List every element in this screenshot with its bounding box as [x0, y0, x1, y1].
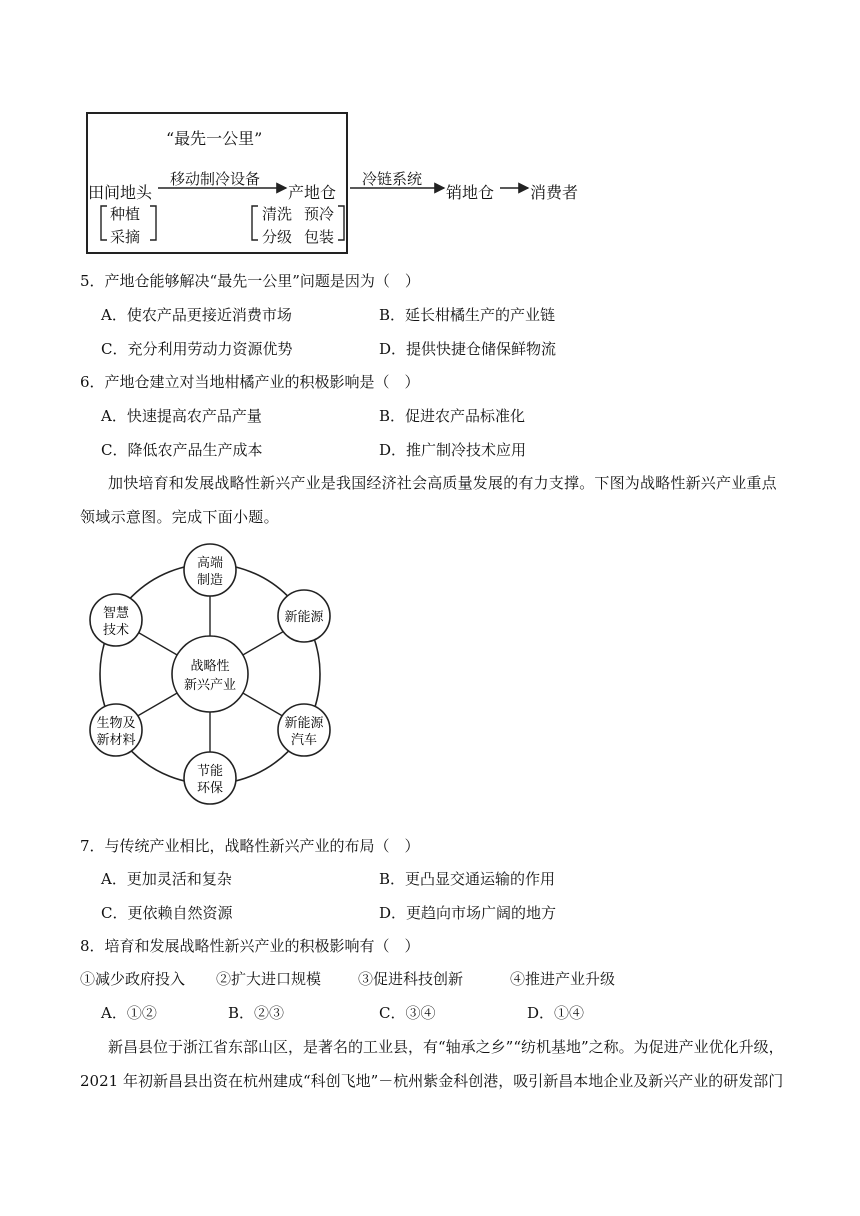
node6-label-1: 智慧	[102, 606, 130, 621]
node1-label-2: 制造	[196, 573, 224, 588]
q8-item-1: ①减少政府投入	[80, 970, 186, 988]
q7-option-b: B．更凸显交通运输的作用	[379, 870, 556, 888]
q6-stem: 6．产地仓建立对当地柑橘产业的积极影响是（ ）	[80, 373, 420, 391]
node5-label-1: 生物及	[96, 716, 136, 731]
q8-stem: 8．培育和发展战略性新兴产业的积极影响有（ ）	[80, 937, 420, 955]
q8-option-d: D．①④	[527, 1004, 585, 1022]
flow-plant: 种植	[110, 205, 141, 223]
q6-option-d: D．推广制冷技术应用	[379, 441, 527, 459]
q5-option-d: D．提供快捷仓储保鲜物流	[379, 340, 557, 358]
q7-option-d: D．更趋向市场广阔的地方	[379, 904, 557, 922]
intro-line-2: 领域示意图。完成下面小题。	[80, 508, 279, 526]
flow-field: 田间地头	[88, 183, 153, 202]
q5-stem: 5．产地仓能够解决“最先一公里”问题是因为（ ）	[80, 272, 420, 290]
passage-line-1: 新昌县位于浙江省东部山区，是著名的工业县，有“轴承之乡”“纺机基地”之称。为促进产业优化升级，	[108, 1038, 784, 1056]
center-node	[172, 636, 248, 712]
flow-origin: 产地仓	[288, 183, 337, 202]
q5-option-c: C．充分利用劳动力资源优势	[101, 340, 293, 358]
flow-title: “最先一公里”	[166, 129, 263, 148]
node3-label-2: 汽车	[290, 733, 318, 748]
node1-label-1: 高端	[196, 556, 224, 571]
q6-option-a: A．快速提高农产品产量	[101, 407, 262, 425]
q7-stem: 7．与传统产业相比，战略性新兴产业的布局（ ）	[80, 837, 420, 855]
flow-consumer: 消费者	[530, 183, 579, 202]
q8-option-c: C．③④	[379, 1004, 436, 1022]
center-label-2: 新兴产业	[183, 678, 237, 693]
q8-option-b: B．②③	[228, 1004, 285, 1022]
node3-label-1: 新能源	[284, 716, 324, 731]
q8-item-2: ②扩大进口规模	[216, 970, 322, 988]
flow-move-label: 移动制冷设备	[170, 170, 261, 188]
flow-clean: 清洗	[262, 205, 293, 223]
q6-option-b: B．促进农产品标准化	[379, 407, 526, 425]
node2-label-1: 新能源	[284, 610, 324, 625]
flow-precool: 预冷	[304, 205, 335, 223]
bracket-right-close	[338, 206, 344, 240]
q6-option-c: C．降低农产品生产成本	[101, 441, 263, 459]
bracket-left-close	[150, 206, 156, 240]
q7-option-a: A．更加灵活和复杂	[101, 870, 232, 888]
flow-arrows	[0, 0, 860, 260]
flow-pack: 包装	[304, 228, 335, 246]
q8-option-a: A．①②	[101, 1004, 157, 1022]
q8-item-4: ④推进产业升级	[510, 970, 616, 988]
strategic-industry-diagram	[80, 540, 340, 810]
q5-option-a: A．使农产品更接近消费市场	[101, 306, 292, 324]
flow-grade: 分级	[262, 228, 293, 246]
center-label-1: 战略性	[190, 659, 230, 674]
bracket-left-open	[101, 206, 107, 240]
flow-sales-warehouse: 销地仓	[446, 183, 495, 202]
intro-line-1: 加快培育和发展战略性新兴产业是我国经济社会高质量发展的有力支撑。下图为战略性新兴产业重点	[108, 474, 777, 492]
node6-label-2: 技术	[102, 623, 130, 638]
q8-item-3: ③促进科技创新	[358, 970, 464, 988]
flow-pick: 采摘	[110, 228, 141, 246]
node4-label-1: 节能	[196, 764, 224, 779]
flow-cold-chain: 冷链系统	[362, 170, 423, 188]
q5-option-b: B．延长柑橘生产的产业链	[379, 306, 556, 324]
passage-line-2: 2021 年初新昌县出资在杭州建成“科创飞地”－杭州紫金科创港，吸引新昌本地企业及新兴产业的研发部门	[80, 1072, 784, 1090]
node4-label-2: 环保	[196, 781, 224, 796]
bracket-right-open	[252, 206, 258, 240]
node5-label-2: 新材料	[96, 733, 136, 748]
q7-option-c: C．更依赖自然资源	[101, 904, 233, 922]
